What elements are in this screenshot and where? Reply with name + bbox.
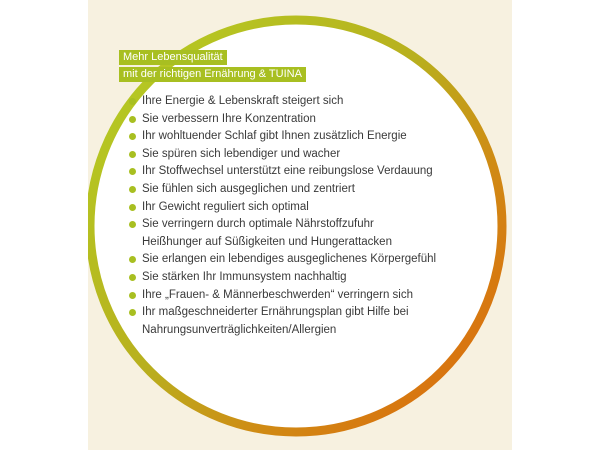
list-item-text: Sie spüren sich lebendiger und wacher	[142, 147, 341, 160]
list-item	[128, 146, 468, 164]
list-item-text: Sie stärken Ihr Immunsystem nachhaltig	[142, 270, 347, 283]
bullet-icon	[129, 309, 136, 316]
list-item-text: Ihr Stoffwechsel unterstützt eine reibungslose Verdauung	[142, 165, 433, 178]
bullet-icon	[129, 274, 136, 281]
bullet-icon	[129, 98, 136, 105]
bullet-icon	[129, 204, 136, 211]
bullet-icon	[129, 116, 136, 123]
list-item-text: Sie erlangen ein lebendiges ausgeglichenes Körpergefühl	[142, 253, 437, 266]
list-item-text: Ihr Gewicht reguliert sich optimal	[142, 200, 309, 213]
list-item	[128, 181, 468, 199]
list-item	[128, 199, 468, 217]
list-item	[128, 163, 468, 181]
list-item	[128, 93, 468, 111]
benefits-list	[128, 93, 468, 339]
list-item-text: Ihre „Frauen- & Männerbeschwerden“ verringern sich	[142, 288, 414, 301]
list-item	[128, 269, 468, 287]
list-item-text: Sie verringern durch optimale Nährstoffzufuhr	[142, 218, 374, 231]
bullet-icon	[129, 221, 136, 228]
heading	[119, 50, 306, 84]
info-panel	[88, 0, 512, 450]
list-item-text: Nahrungsunverträglichkeiten/Allergien	[142, 323, 337, 336]
bullet-icon	[129, 186, 136, 193]
list-item	[128, 111, 468, 129]
bullet-icon	[129, 256, 136, 263]
heading-line-2: mit der richtigen Ernährung & TUINA	[119, 67, 306, 82]
list-item-text: Sie fühlen sich ausgeglichen und zentriert	[142, 182, 355, 195]
list-item	[128, 304, 468, 339]
list-item	[128, 128, 468, 146]
bullet-icon	[129, 292, 136, 299]
list-item-text: Sie verbessern Ihre Konzentration	[142, 112, 316, 125]
list-item-text: Ihr wohltuender Schlaf gibt Ihnen zusätzlich Energie	[142, 130, 407, 143]
list-item	[128, 216, 468, 251]
bullet-icon	[129, 168, 136, 175]
list-item	[128, 287, 468, 305]
list-item-text: Ihr maßgeschneiderter Ernährungsplan gibt Hilfe bei	[142, 306, 409, 319]
bullet-icon	[129, 151, 136, 158]
list-item-text: Ihre Energie & Lebenskraft steigert sich	[142, 95, 344, 107]
heading-line-1: Mehr Lebensqualität	[119, 50, 227, 65]
bullet-icon	[129, 133, 136, 140]
list-item	[128, 251, 468, 269]
list-item-text: Heißhunger auf Süßigkeiten und Hungerattacken	[142, 235, 392, 248]
